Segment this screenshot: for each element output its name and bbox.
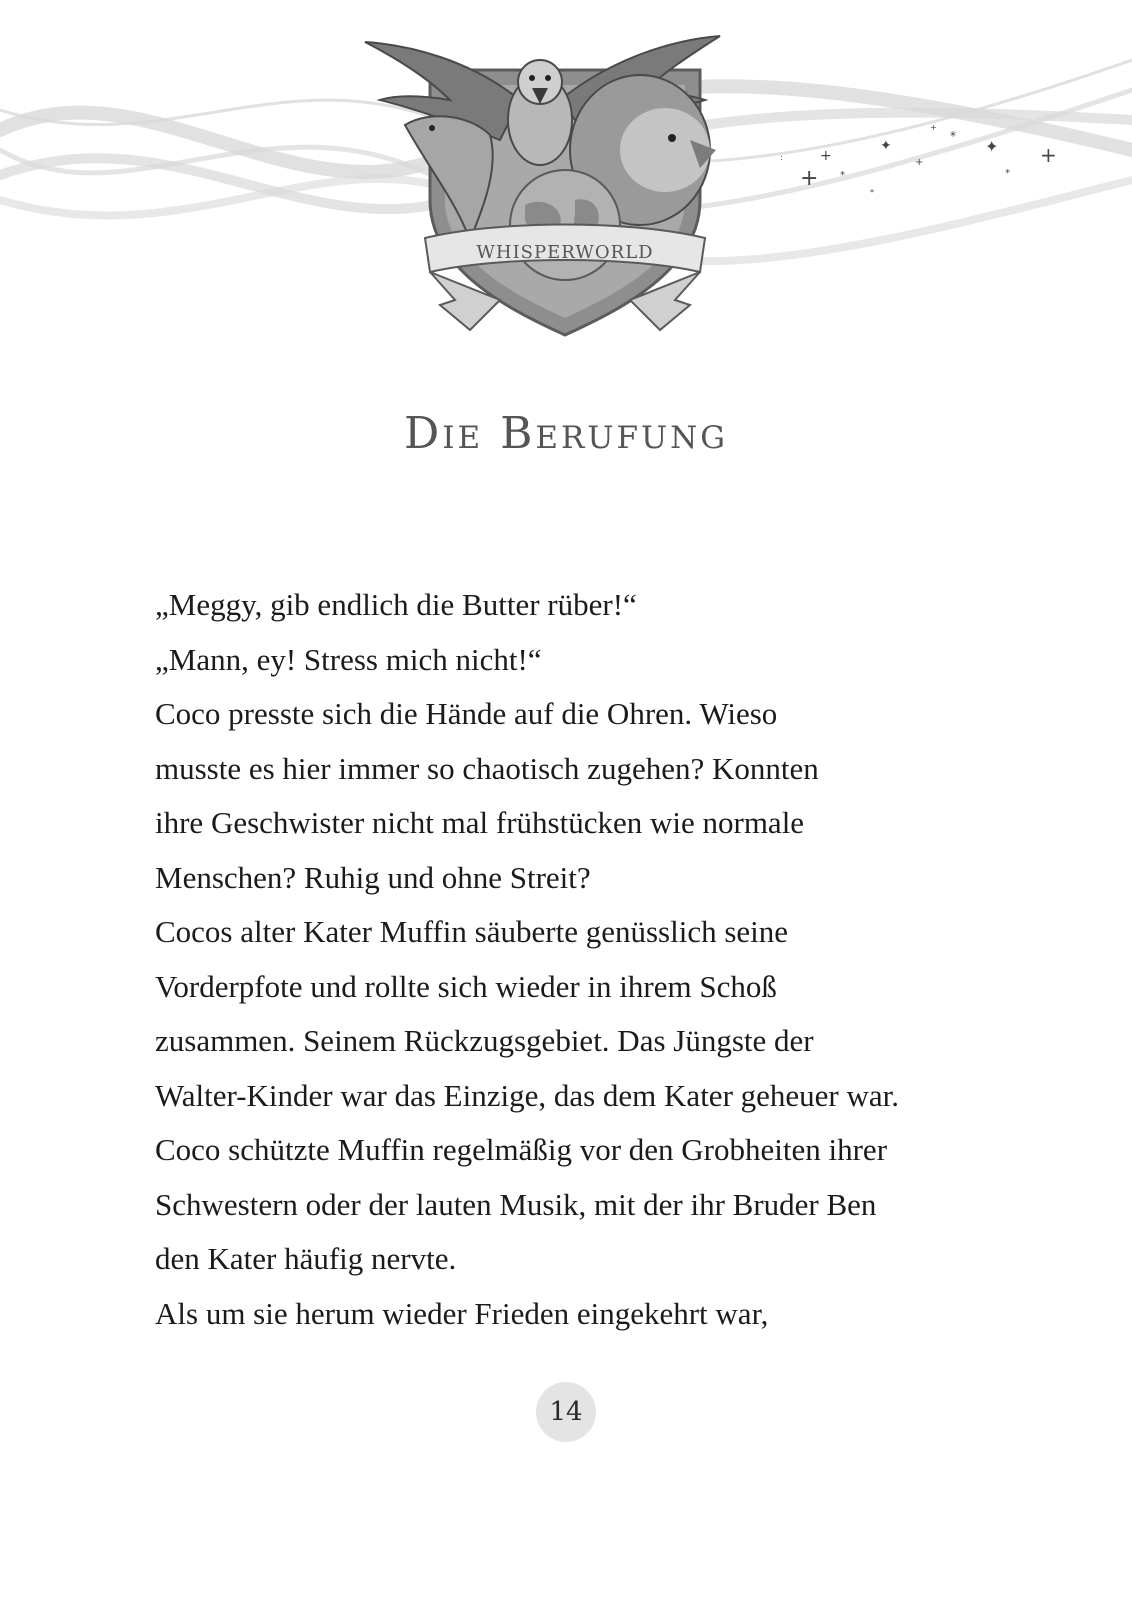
svg-text:+: + xyxy=(820,148,832,164)
text-line: Vorderpfote und rollte sich wieder in ihrem Schoß xyxy=(155,968,777,1004)
svg-text::: : xyxy=(780,153,783,162)
text-line: Schwestern oder der lauten Musik, mit der ihr Bruder Ben xyxy=(155,1186,877,1222)
text-line: „Mann, ey! Stress mich nicht!“ xyxy=(155,641,542,677)
text-line: „Meggy, gib endlich die Butter rüber!“ xyxy=(155,587,637,622)
chapter-header-illustration xyxy=(0,0,1132,360)
svg-text:✦: ✦ xyxy=(985,137,999,156)
chapter-title: Die Berufung xyxy=(403,408,729,459)
svg-text:*: * xyxy=(950,129,956,143)
text-line: Walter-Kinder war das Einzige, das dem Kater geheuer war. xyxy=(155,1077,899,1113)
text-line: zusammen. Seinem Rückzugsgebiet. Das Jüngste der xyxy=(155,1023,814,1058)
text-line: Menschen? Ruhig und ohne Streit? xyxy=(155,859,591,895)
svg-text:✦: ✦ xyxy=(880,138,892,154)
text-line: den Kater häufig nervte. xyxy=(155,1241,457,1276)
text-line: Coco schützte Muffin regelmäßig vor den Grobheiten ihrer xyxy=(155,1132,888,1167)
chapter-body-text xyxy=(155,578,995,1341)
text-line: Coco presste sich die Hände auf die Ohren. Wieso xyxy=(155,696,778,731)
emblem-banner-text: WHISPERWORLD xyxy=(476,242,654,263)
page-number: 14 xyxy=(536,1382,596,1442)
svg-text:*: * xyxy=(870,188,874,197)
svg-text:+: + xyxy=(930,123,937,132)
text-line: ihre Geschwister nicht mal frühstücken wie normale xyxy=(155,805,805,840)
svg-text:+: + xyxy=(800,166,819,191)
text-line: Cocos alter Kater Muffin säuberte genüsslich seine xyxy=(155,914,789,949)
svg-text:+: + xyxy=(1040,143,1057,167)
whisperworld-emblem xyxy=(0,0,1132,360)
svg-text:*: * xyxy=(1005,168,1010,179)
svg-text:+: + xyxy=(915,157,924,168)
text-line: Als um sie herum wieder Frieden eingekehrt war, xyxy=(155,1295,769,1331)
svg-text:*: * xyxy=(840,170,845,181)
text-line: musste es hier immer so chaotisch zugehen? Konnten xyxy=(155,750,819,786)
